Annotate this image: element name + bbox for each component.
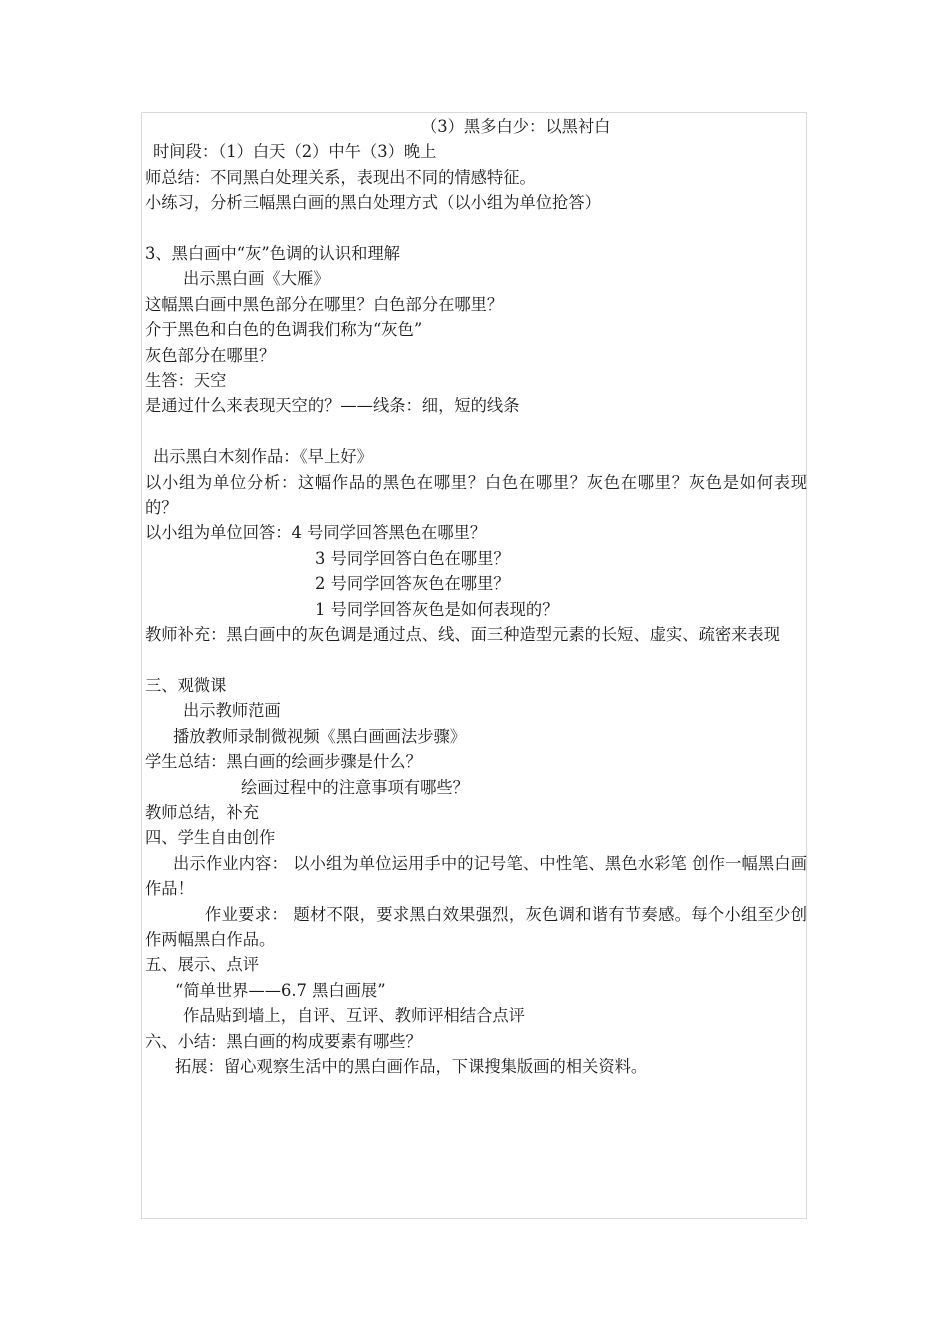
text-line: 学生总结：黑白画的绘画步骤是什么？ [145,752,422,772]
blank-line [145,419,807,444]
section-heading: 三、观微课 [145,675,227,695]
text-paragraph: 出示作业内容： 以小组为单位运用手中的记号笔、中性笔、黑色水彩笔 创作一幅黑白画作品！ [145,853,807,899]
text-line: 2 号同学回答灰色在哪里？ [315,574,510,594]
text-line: 出示黑白画《大雁》 [183,269,330,289]
text-line: 小练习，分析三幅黑白画的黑白处理方式（以小组为单位抢答） [145,193,601,213]
text-line: 出示教师范画 [183,701,281,721]
text-line: 出示黑白木刻作品：《早上好》 [153,447,373,467]
text-line: 教师总结，补充 [145,802,259,822]
text-line: 是通过什么来表现天空的？——线条：细，短的线条 [145,396,520,416]
text-line: 绘画过程中的注意事项有哪些？ [241,777,469,797]
document-body [145,114,807,1079]
blank-line [145,216,807,241]
text-line: 师总结：不同黑白处理关系，表现出不同的情感特征。 [145,167,536,187]
text-paragraph: 以小组为单位分析：这幅作品的黑色在哪里？白色在哪里？灰色在哪里？灰色是如何表现的？ [145,472,807,518]
text-paragraph: 教师补充：黑白画中的灰色调是通过点、线、面三种造型元素的长短、虚实、疏密来表现 [145,625,780,645]
text-line: 播放教师录制微视频《黑白画画法步骤》 [173,726,467,746]
text-line: 1 号同学回答灰色是如何表现的？ [315,599,559,619]
section-heading: 四、学生自由创作 [145,828,276,848]
text-line: 生答：天空 [145,371,227,391]
section-heading: 3、黑白画中“灰”色调的认识和理解 [145,244,400,264]
text-line: “简单世界——6.7 黑白画展” [175,980,386,1000]
blank-line [145,648,807,673]
text-line: 以小组为单位回答：4 号同学回答黑色在哪里？ [145,523,487,543]
text-line: 3 号同学回答白色在哪里？ [315,548,510,568]
text-line: 时间段：（1）白天（2）中午（3）晚上 [153,142,437,162]
text-line: 灰色部分在哪里？ [145,345,276,365]
section-heading: 六、小结：黑白画的构成要素有哪些？ [145,1031,422,1051]
text-line: 这幅黑白画中黑色部分在哪里？白色部分在哪里？ [145,294,504,314]
text-line: （3）黑多白少：以黑衬白 [421,117,611,136]
text-line: 介于黑色和白色的色调我们称为“灰色” [145,320,423,340]
section-heading: 五、展示、点评 [145,955,259,975]
text-line: 作品贴到墙上，自评、互评、教师评相结合点评 [183,1006,525,1026]
text-paragraph: 作业要求： 题材不限，要求黑白效果强烈，灰色调和谐有节奏感。每个小组至少创作两幅黑白作品。 [145,904,807,949]
text-line: 拓展：留心观察生活中的黑白画作品，下课搜集版画的相关资料。 [175,1056,648,1076]
